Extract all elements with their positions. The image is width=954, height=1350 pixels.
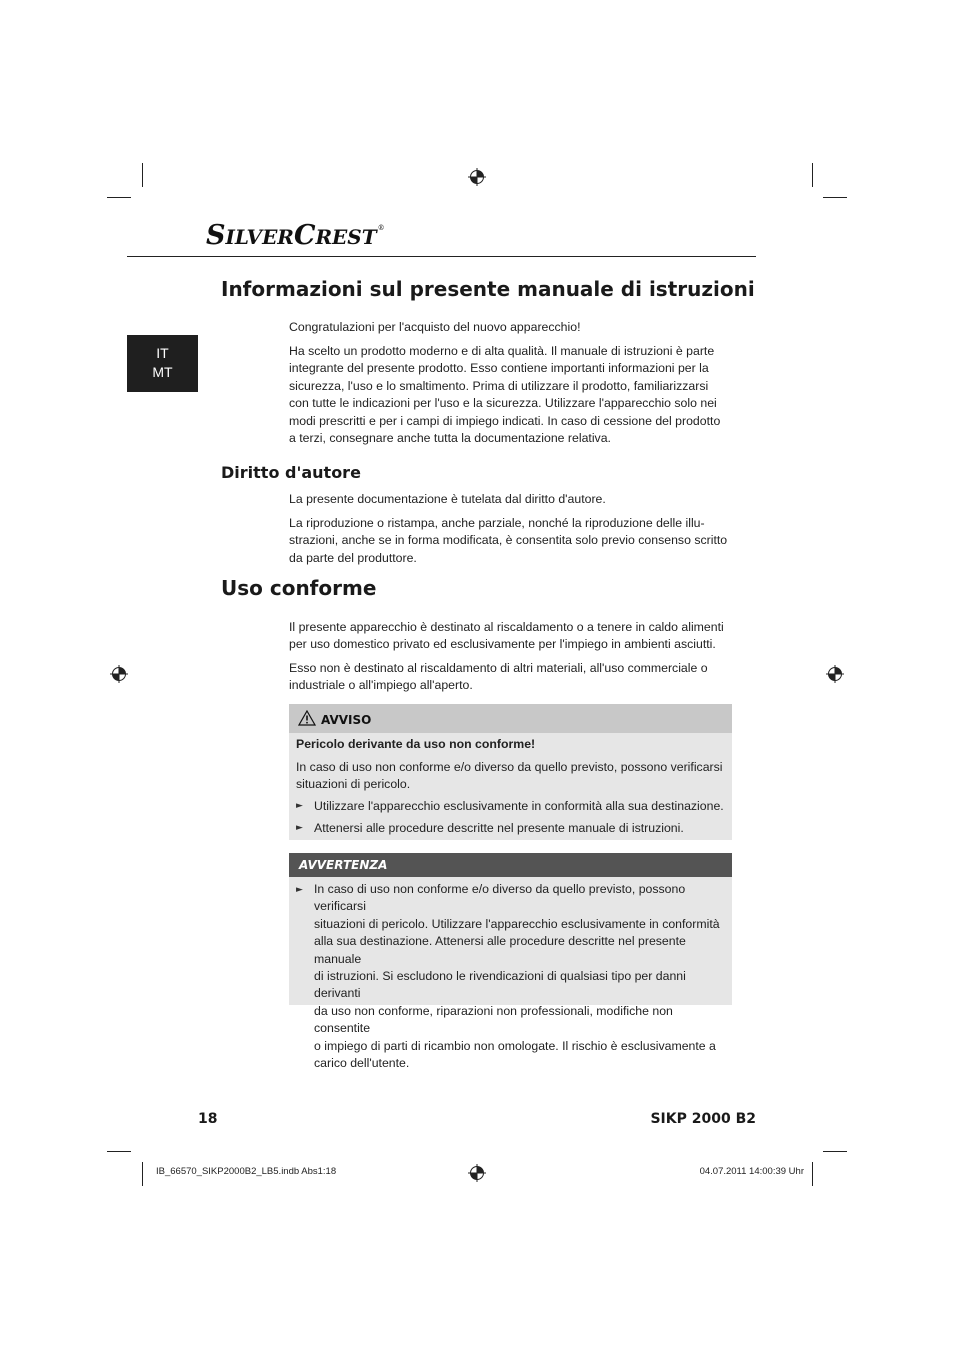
print-slug-file: IB_66570_SIKP2000B2_LB5.indb Abs1:18 [156, 1166, 337, 1177]
subsection-title: Diritto d'autore [221, 463, 361, 482]
list-item: In caso di uso non conforme e/o diverso da quello previsto, possono verificarsi situazioni di pericolo. Utilizzare l'apparecchio esclusivamente in conformità alla sua destinazione. Attenersi alle procedure descritte nel presente manuale di istruzioni. Si escludono le rivendicazioni di qualsiasi tipo per danni derivanti da uso non conforme, riparazioni non professionali, modifiche non consentite o impiego di parti di ricambio non omologate. Il rischio è esclusivamente a carico dell'utente. [314, 882, 720, 1071]
brand-logo: SILVERCREST® [206, 220, 385, 251]
registration-mark-icon [826, 665, 844, 683]
triangle-right-icon: ► [296, 823, 303, 833]
warning-box [289, 704, 732, 840]
crop-mark [812, 1162, 813, 1186]
crop-mark [142, 1162, 143, 1186]
warning-triangle-icon [298, 710, 316, 726]
crop-mark [107, 1151, 131, 1152]
crop-mark [812, 163, 813, 187]
crop-mark [107, 197, 131, 198]
warning-header [289, 704, 732, 733]
language-code: IT [156, 345, 169, 361]
header-rule [127, 256, 756, 257]
triangle-right-icon: ► [296, 801, 303, 811]
paragraph: Ha scelto un prodotto moderno e di alta qualità. Il manuale di istruzioni è parte integrante del presente prodotto. Esso contiene importanti informazioni per la sicurezza, l'uso e lo smaltimento. Prima di utilizzare il prodotto, familiarizzarsi con tutte le indicazioni per l'uso e la sicurezza. Utilizzare l'apparecchio solo nei modi prescritti e per i campi di impiego indicati. In caso di cessione del prodotto a terzi, consegnare anche tutta la documentazione relativa. [289, 344, 721, 446]
paragraph: La presente documentazione è tutelata dal diritto d'autore. [289, 492, 606, 506]
registration-mark-icon [110, 665, 128, 683]
page-number: 18 [198, 1111, 218, 1127]
registration-mark-icon [468, 1164, 486, 1182]
paragraph: La riproduzione o ristampa, anche parziale, nonché la riproduzione delle illu- strazioni, anche se in forma modificata, è consentita solo previo consenso scritto da parte del produttore. [289, 516, 728, 565]
language-tab [127, 335, 198, 392]
caution-box [289, 853, 732, 1071]
registration-mark-icon [468, 168, 486, 186]
crop-mark [142, 163, 143, 187]
paragraph: Il presente apparecchio è destinato al riscaldamento o a tenere in caldo alimenti per uso domestico privato ed esclusivamente per l'impiego in ambienti asciutti. [289, 620, 724, 652]
paragraph: Congratulazioni per l'acquisto del nuovo apparecchio! [289, 320, 581, 334]
crop-mark [823, 197, 847, 198]
warning-text: In caso di uso non conforme e/o diverso da quello previsto, possono verificarsi situazioni di pericolo. [296, 760, 723, 792]
section-title: Uso conforme [221, 576, 377, 600]
list-item: Utilizzare l'apparecchio esclusivamente in conformità alla sua destinazione. [314, 799, 724, 813]
warning-subtitle: Pericolo derivante da uso non conforme! [296, 737, 536, 751]
crop-mark [823, 1151, 847, 1152]
model-name: SIKP 2000 B2 [650, 1111, 756, 1127]
section-title: Informazioni sul presente manuale di istruzioni [221, 277, 755, 301]
triangle-right-icon: ► [296, 885, 303, 895]
paragraph: Esso non è destinato al riscaldamento di altri materiali, all'uso commerciale o industriale o all'impiego all'aperto. [289, 661, 708, 693]
language-code: MT [152, 364, 173, 380]
list-item: Attenersi alle procedure descritte nel presente manuale di istruzioni. [314, 821, 684, 835]
caution-header [289, 853, 732, 877]
caution-label: AVVERTENZA [299, 858, 388, 872]
warning-label: AVVISO [321, 713, 372, 727]
print-slug-date: 04.07.2011 14:00:39 Uhr [699, 1166, 804, 1177]
